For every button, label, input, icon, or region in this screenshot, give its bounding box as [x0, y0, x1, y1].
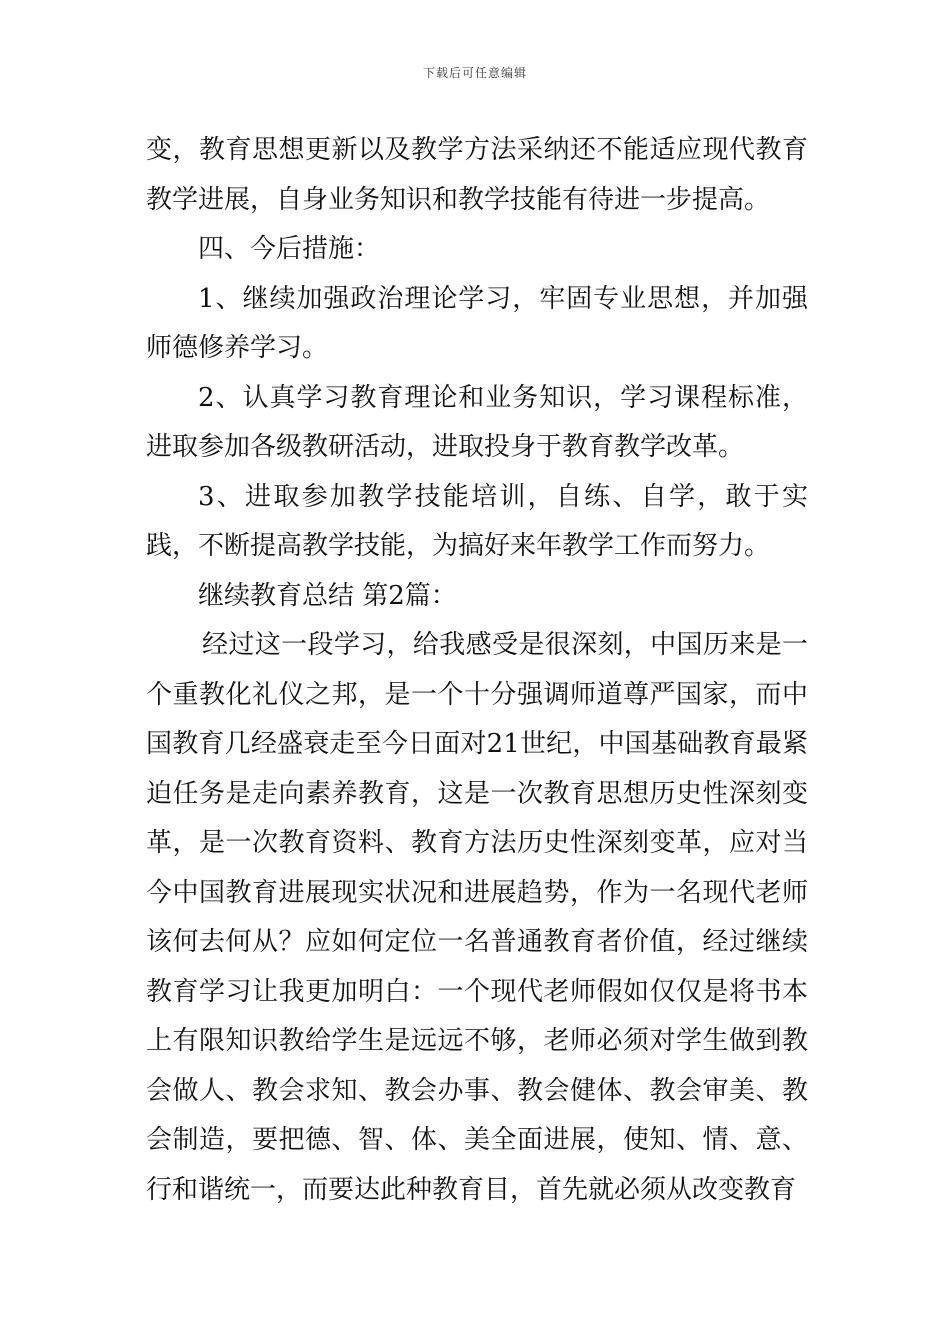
list-item-3: 3、进取参加教学技能培训，自练、自学，敢于实践，不断提高教学技能，为搞好来年教学工作而努力。 [146, 481, 808, 561]
section-heading-future-measures: 四、今后措施： [198, 234, 381, 264]
paragraph-body: 经过这一段学习，给我感受是很深刻，中国历来是一个重教化礼仪之邦，是一个十分强调师道尊严国家，而中国教育几经盛衰走至今日面对21世纪，中国基础教育最紧迫任务是走向素养教育，这是一次教育思想历史性深刻变革，是一次教育资料、教育方法历史性深刻变革，应对当今中国教育进展现实状况和进展趋势，作为一名现代老师该何去何从？应如何定位一名普通教育者价值，经过继续教育学习让我更加明白：一个现代老师假如仅仅是将书本上有限知识教给学生是远远不够，老师必须对学生做到教会做人、教会求知、教会办事、教会健体、教会审美、教会制造，要把德、智、体、美全面进展，使知、情、意、行和谐统一，而要达此种教育目，首先就必须从改变教育 [146, 630, 808, 1205]
paragraph-continuation: 变，教育思想更新以及教学方法采纳还不能适应现代教育教学进展，自身业务知识和教学技能有待进一步提高。 [146, 135, 808, 215]
list-item-1: 1、继续加强政治理论学习，牢固专业思想，并加强师德修养学习。 [146, 283, 808, 363]
page-header: 下载后可任意编辑 [422, 66, 527, 80]
list-item-2: 2、认真学习教育理论和业务知识，学习课程标准，进取参加各级教研活动，进取投身于教育教学改革。 [146, 382, 808, 462]
article-title-part-2: 继续教育总结 第2篇： [198, 580, 457, 611]
document-body [146, 126, 808, 1215]
